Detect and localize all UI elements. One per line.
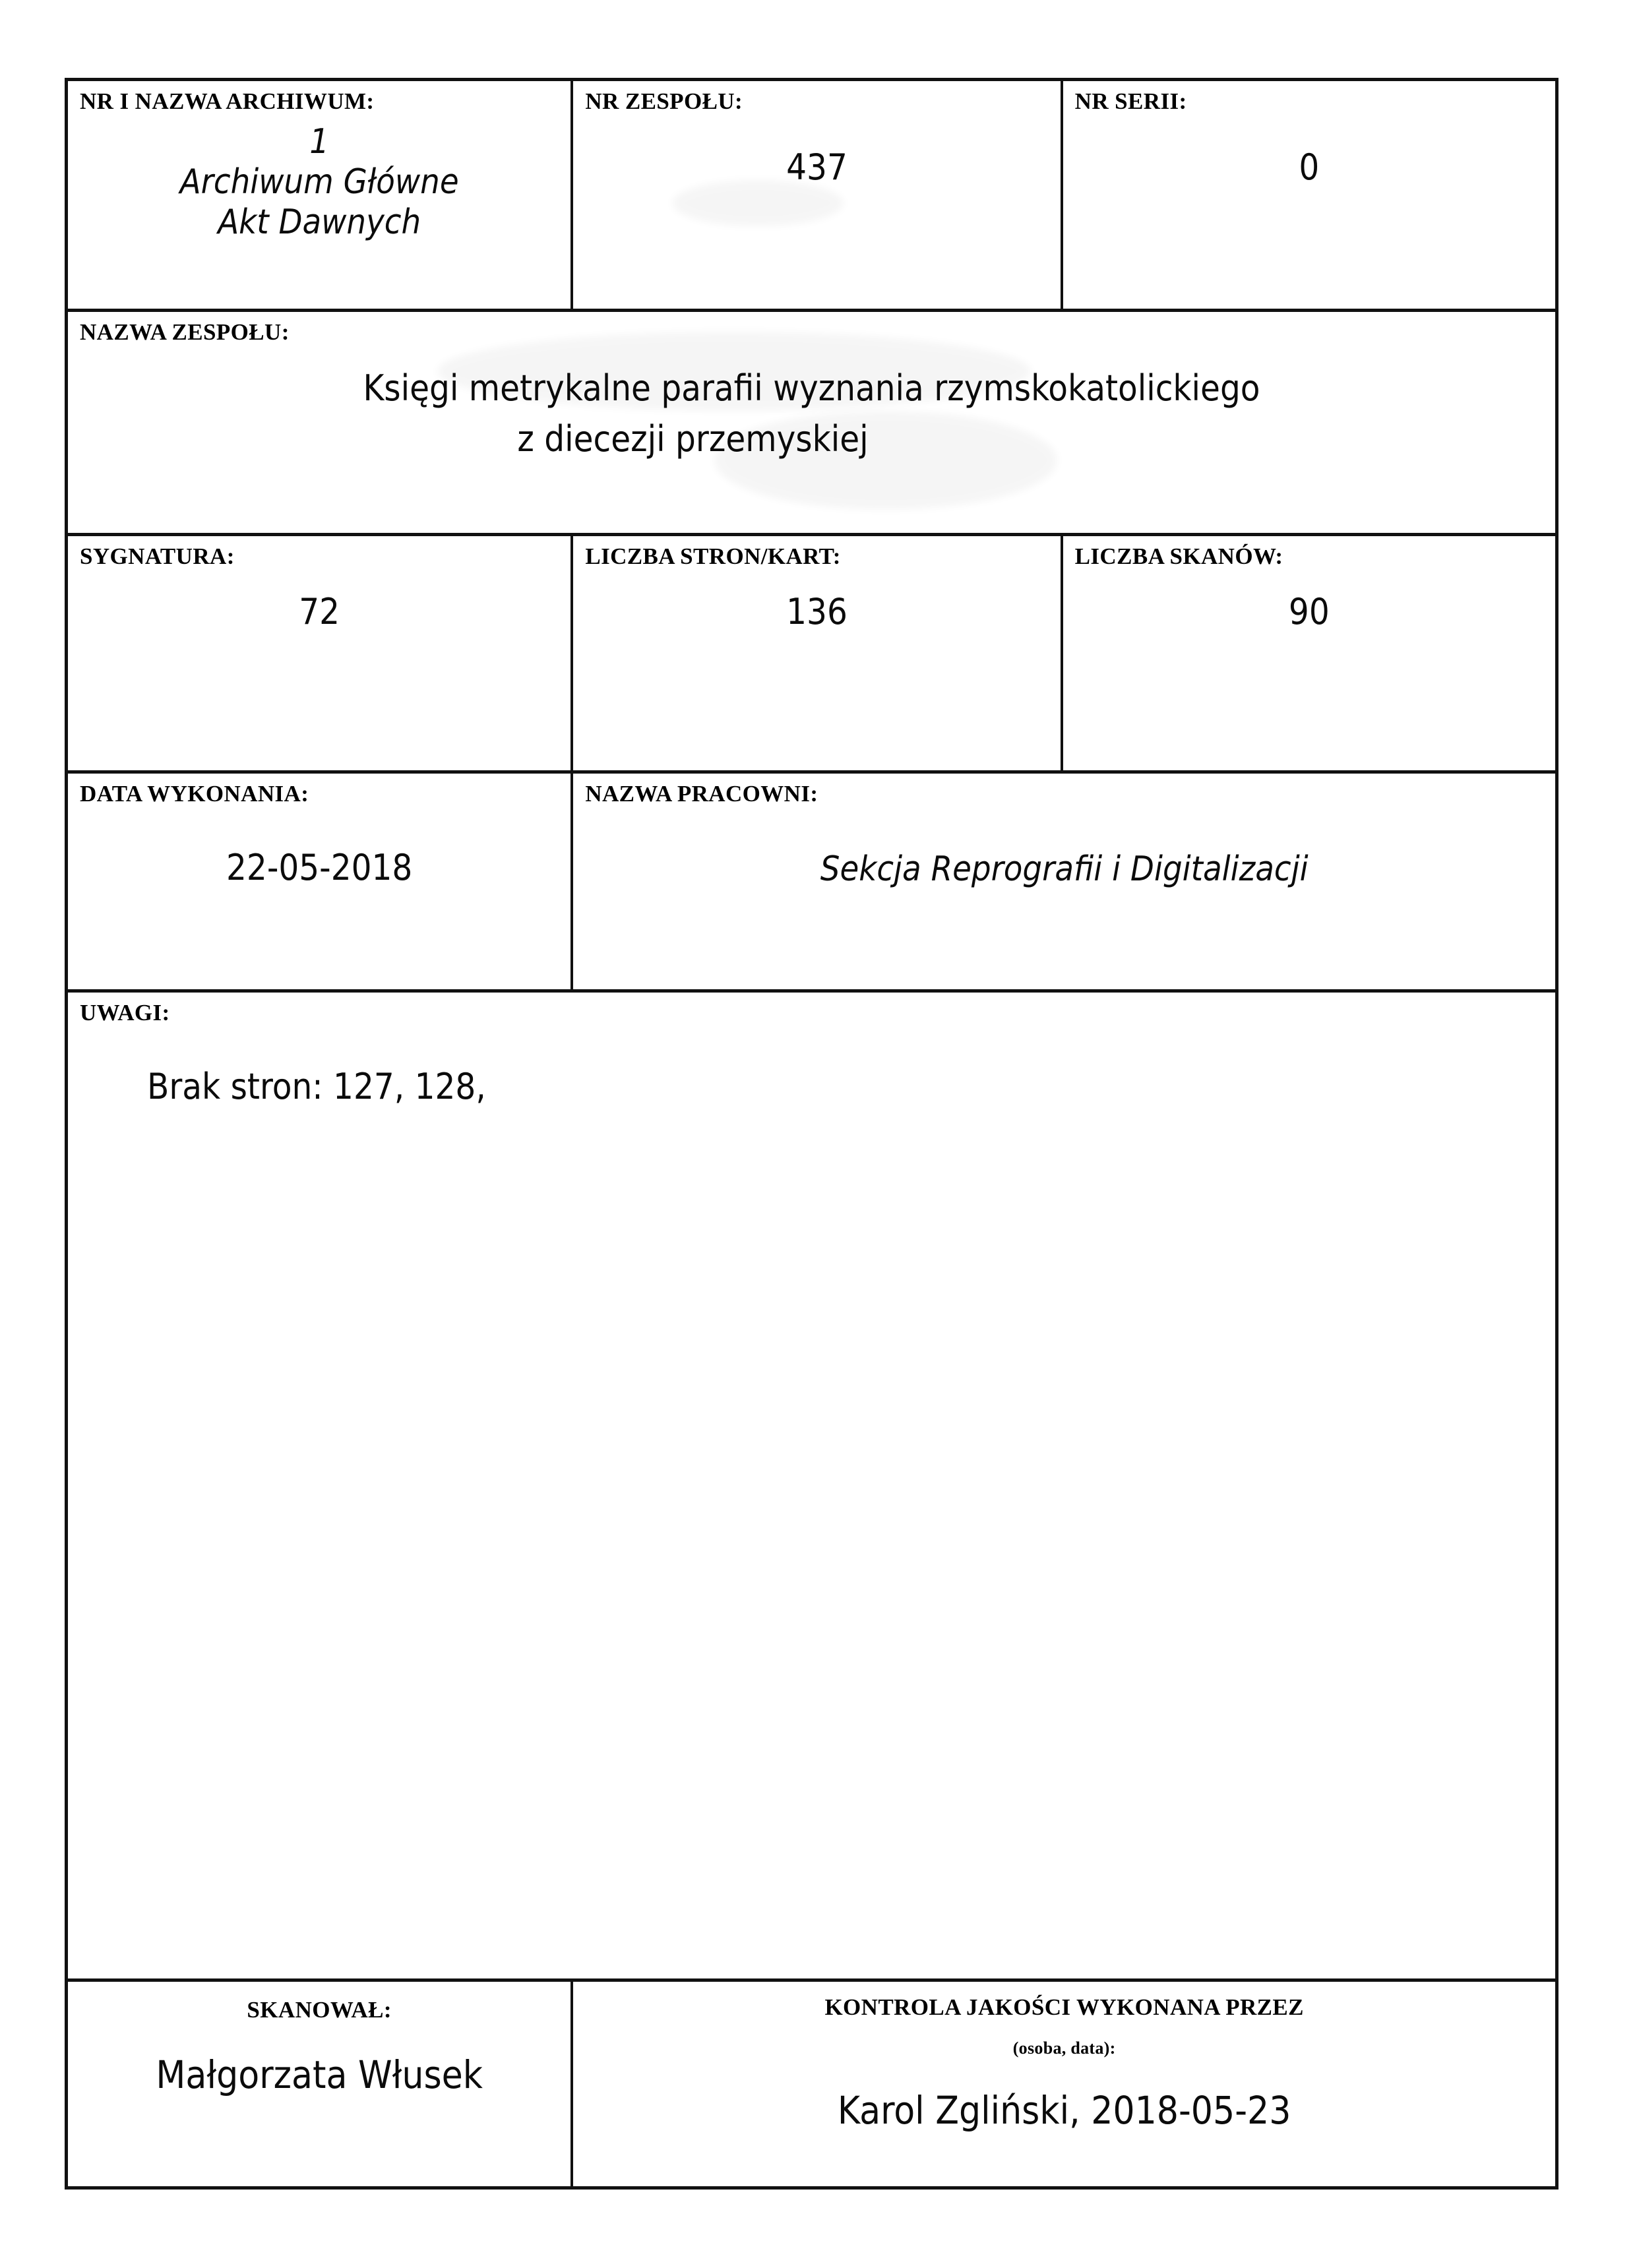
value-archive-name-line2: Akt Dawnych: [218, 202, 421, 242]
cell-remarks: [68, 993, 1555, 1978]
cell-signature: [68, 536, 571, 770]
value-remarks: Brak stron: 127, 128,: [147, 1066, 486, 1107]
value-archive-name-line1: Archiwum Główne: [179, 162, 459, 202]
cell-archive: [68, 81, 571, 309]
label-quality-control: KONTROLA JAKOŚCI WYKONANA PRZEZ: [824, 1994, 1304, 2020]
value-fonds-name-line2: z diecezji przemyskiej: [517, 417, 869, 460]
form-row-signatures: [68, 1982, 1555, 2186]
label-workshop-name: NAZWA PRACOWNI:: [585, 781, 818, 807]
value-fonds-name-line1: Księgi metrykalne parafii wyznania rzymskokatolickiego: [363, 367, 1260, 409]
value-fonds-number: 437: [786, 146, 848, 188]
cell-series-number: [1061, 81, 1555, 309]
form-row-execution: [68, 774, 1555, 993]
label-scanned-by: SKANOWAŁ:: [247, 1997, 392, 2023]
form-row-counts: [68, 536, 1555, 774]
label-archive-number-and-name: NR I NAZWA ARCHIWUM:: [80, 88, 375, 114]
cell-execution-date: [68, 774, 571, 989]
label-remarks: UWAGI:: [80, 1000, 170, 1026]
value-scanned-by: Małgorzata Włusek: [156, 2052, 483, 2097]
cell-scans-count: [1061, 536, 1555, 770]
cell-pages-count: [571, 536, 1060, 770]
value-quality-control: Karol Zgliński, 2018-05-23: [837, 2088, 1291, 2133]
label-quality-control-sublabel: (osoba, data):: [1012, 2038, 1116, 2058]
value-pages-count: 136: [786, 591, 848, 632]
value-workshop-name: Sekcja Reprografii i Digitalizacji: [820, 849, 1309, 889]
form-row-archive-identification: [68, 81, 1555, 312]
label-pages-count: LICZBA STRON/KART:: [585, 543, 841, 569]
cell-fonds-name: [68, 312, 1555, 533]
value-signature: 72: [299, 591, 340, 632]
value-series-number: 0: [1299, 146, 1320, 188]
form-row-fonds-name: [68, 312, 1555, 536]
cell-scanned-by: [68, 1982, 571, 2186]
cell-fonds-number: [571, 81, 1060, 309]
cell-workshop-name: [571, 774, 1555, 989]
value-archive-number: 1: [309, 122, 330, 162]
value-scans-count: 90: [1288, 591, 1330, 632]
label-signature: SYGNATURA:: [80, 543, 235, 569]
value-archive: [68, 122, 571, 242]
label-scans-count: LICZBA SKANÓW:: [1074, 543, 1283, 569]
label-execution-date: DATA WYKONANIA:: [80, 781, 309, 807]
scan-metadata-form: [65, 78, 1558, 2190]
value-execution-date: 22-05-2018: [226, 847, 413, 888]
value-fonds-name: [68, 363, 1555, 464]
label-fonds-number: NR ZESPOŁU:: [585, 88, 743, 114]
label-series-number: NR SERII:: [1074, 88, 1187, 114]
form-row-remarks: [68, 993, 1555, 1982]
label-fonds-name: NAZWA ZESPOŁU:: [80, 319, 290, 345]
cell-quality-control: [571, 1982, 1555, 2186]
